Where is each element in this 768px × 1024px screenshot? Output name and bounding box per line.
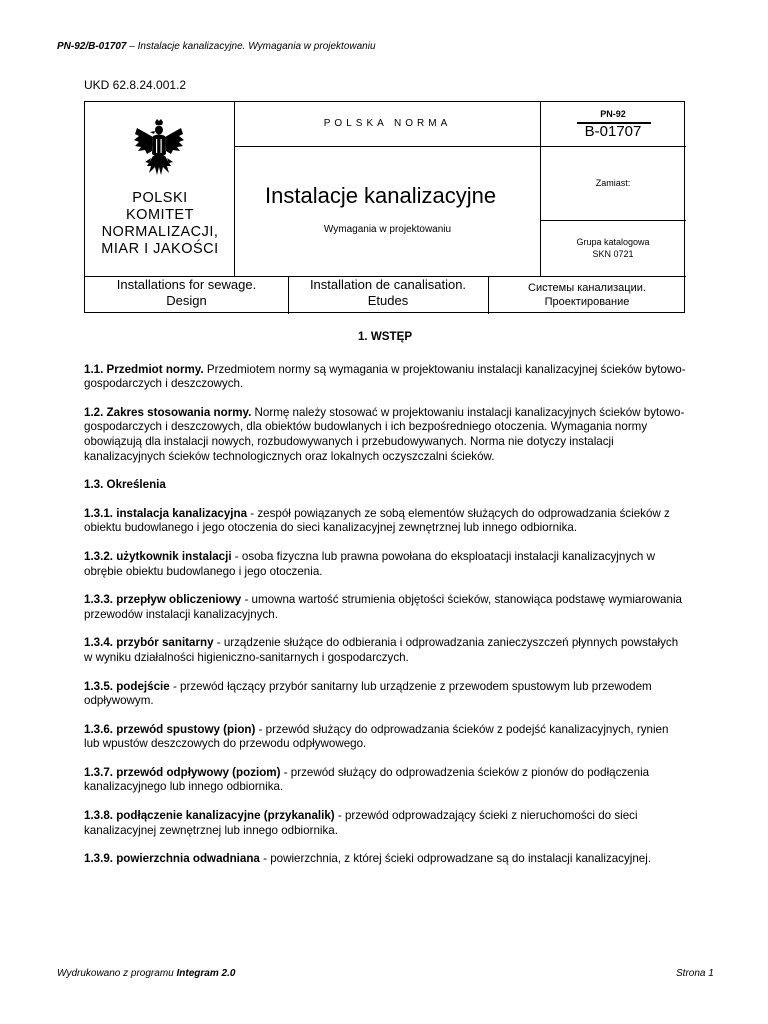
french-title [288, 277, 488, 313]
paragraph-term: 1.3.4. przybór sanitarny [84, 636, 214, 650]
table-divider [234, 146, 540, 147]
paragraph [84, 550, 686, 579]
committee-line: MIAR I JAKOŚCI [101, 241, 219, 257]
paragraph-text: Normę należy stosować w projektowaniu instalacji kanalizacyjnych ścieków bytowo-gospodarczych i deszczowych, dla obiektów budowlanych i ich bezpośredniego otoczenia. Wymagania normy obowiązują dla instalacji nowych, rozbudowywanych i przebudowywanych. Norma nie dotyczy instalacji kanalizacyjnych ścieków technologicznych oraz lokalnych oczyszczalni ścieków. [84, 405, 685, 463]
grupa-katalogowa [540, 236, 686, 260]
paragraph-text: - urządzenie służące do odbierania i odprowadzania zanieczyszczeń płynnych powstałych w wyniku działalności higieniczno-sanitarnych i gospodarczych. [84, 636, 679, 664]
footer-printed [57, 968, 235, 979]
paragraph-text: - przewód odprowadzający ścieki z nieruchomości do sieci kanalizacyjnej zewnętrznej lub innego odbiornika. [84, 809, 638, 837]
header-title: Instalacje kanalizacyjne. Wymagania w projektowaniu [137, 41, 376, 52]
paragraph-text: - powierzchnia, z której ścieki odprowadzane są do instalacji kanalizacyjnej. [259, 852, 652, 866]
english-title-line: Installations for sewage. [116, 277, 257, 292]
committee-line: NORMALIZACJI, [101, 224, 219, 240]
paragraph-term: 1.3.8. podłączenie kanalizacyjne (przykanalik) [84, 809, 335, 823]
header-separator: – [126, 41, 138, 52]
paragraph [84, 723, 686, 752]
norm-sub-title: Wymagania w projektowaniu [323, 224, 452, 235]
paragraph [84, 636, 686, 665]
paragraph [84, 680, 686, 709]
paragraph-term: 1.3.1. instalacja kanalizacyjna [84, 506, 248, 520]
paragraph-text: - umowna wartość strumienia objętości ścieków, stanowiąca podstawę wymiarowania przewodów instalacji kanalizacyjnych. [84, 593, 682, 621]
paragraph-term: 1.3.5. podejście [84, 679, 170, 693]
footer-program: Integram 2.0 [176, 968, 236, 979]
russian-title-line: Проектирование [544, 296, 630, 308]
polska-norma-label: POLSKA NORMA [323, 118, 452, 129]
english-title-line: Design [166, 293, 207, 308]
paragraph-term: 1.3. Określenia [84, 478, 166, 492]
paragraph-term: 1.2. Zakres stosowania normy. [84, 405, 252, 419]
grupa-value: SKN 0721 [592, 249, 634, 259]
paragraph-text: - osoba fizyczna lub prawna powołana do eksploatacji instalacji kanalizacyjnych w obrębie obiektu budowlanego i jego otoczenia. [84, 549, 655, 578]
table-divider [540, 146, 686, 147]
section-title: 1. WSTĘP [357, 330, 413, 343]
russian-title-line: Системы канализации. [528, 282, 646, 294]
ukd-number: UKD 62.8.24.001.2 [84, 78, 187, 92]
paragraph-text: - przewód służący do odprowadzenia ścieków z pionów do podłączenia kanalizacyjnego lub innego odbiornika. [84, 765, 650, 794]
norm-main-title: Instalacje kanalizacyjne [265, 183, 497, 208]
paragraph-term: 1.3.6. przewód spustowy (pion) [84, 722, 256, 736]
paragraph-term: 1.3.3. przepływ obliczeniowy [84, 593, 242, 607]
document-content [84, 330, 686, 881]
paragraph-term: 1.3.7. przewód odpływowy (poziom) [84, 765, 281, 779]
eagle-emblem-icon [133, 118, 185, 178]
paragraph-term: 1.3.9. powierzchnia odwadniana [84, 852, 260, 866]
paragraph [84, 809, 686, 838]
footer-prefix: Wydrukowano z programu [57, 968, 177, 979]
paragraph [84, 478, 686, 493]
paragraph-text: Przedmiotem normy są wymagania w projektowaniu instalacji kanalizacyjnej ścieków bytowo-gospodarczych i deszczowych. [84, 362, 686, 391]
grupa-label: Grupa katalogowa [576, 237, 650, 247]
pn-number: B-01707 [584, 123, 642, 140]
english-title [85, 277, 288, 313]
paragraph-text: - przewód łączący przybór sanitarny lub urządzenie z przewodem spustowym lub przewodem odpływowym. [84, 679, 652, 708]
paragraph [84, 406, 686, 464]
paragraph-term: 1.1. Przedmiot normy. [84, 362, 204, 376]
paragraph-term: 1.3.2. użytkownik instalacji [84, 549, 232, 563]
paragraph-text: - zespół powiązanych ze sobą elementów służących do odprowadzania ścieków z obiektu budowlanego i jego otoczenia do sieci kanalizacyjnej zewnętrznej lub innego odbiornika. [84, 506, 670, 535]
paragraph [84, 363, 686, 392]
norm-title-table [84, 101, 685, 313]
french-title-line: Etudes [367, 293, 409, 308]
committee-line: KOMITET [126, 207, 194, 223]
table-divider [540, 220, 686, 221]
footer-page-number: Strona 1 [676, 968, 714, 979]
committee-name [85, 190, 235, 258]
paragraph [84, 593, 686, 622]
paragraph-text: - przewód służący do odprowadzania ścieków z podejść kanalizacyjnych, rynien lub wpustów deszczowych do przewodu odpływowego. [84, 722, 669, 751]
pn-label: PN-92 [600, 109, 626, 119]
paragraph-list [84, 363, 686, 867]
page-header [57, 41, 376, 52]
russian-title [488, 281, 686, 317]
paragraph [84, 507, 686, 536]
zamiast-label: Zamiast: [595, 178, 631, 188]
paragraph [84, 852, 686, 867]
committee-line: POLSKI [132, 190, 188, 206]
header-code: PN-92/B-01707 [57, 41, 127, 52]
french-title-line: Installation de canalisation. [309, 277, 467, 292]
paragraph [84, 766, 686, 795]
